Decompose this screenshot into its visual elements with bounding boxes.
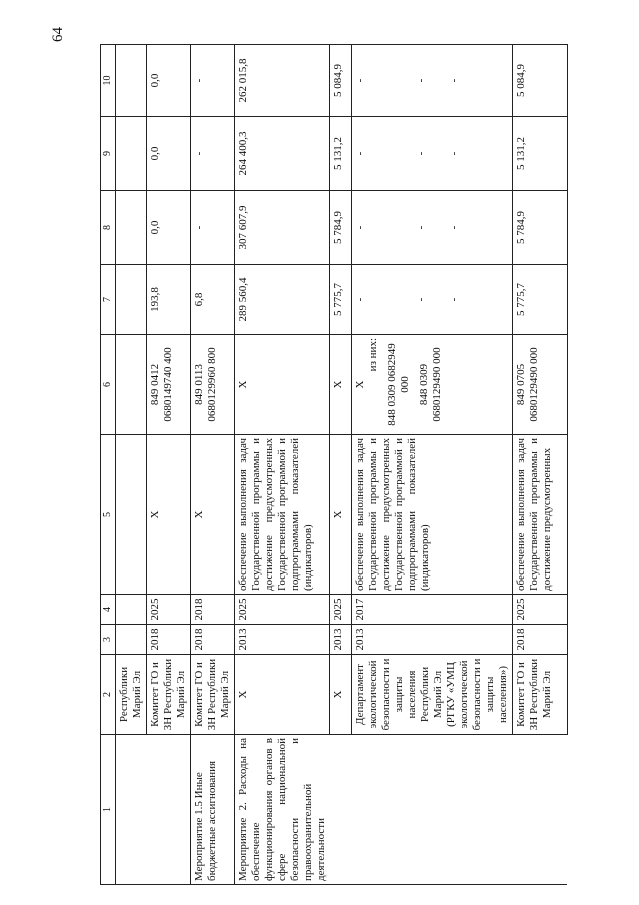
row-label-cell <box>115 735 146 885</box>
budget-code-cell <box>115 335 146 435</box>
value-cell: - - - <box>352 191 513 265</box>
executor-cell: Х <box>330 655 352 735</box>
table-row <box>330 45 352 885</box>
executor-cell: Комитет ГО и ЗН Республики Марий Эл <box>512 655 567 735</box>
result-cell: обеспечение выполнения задач Государственной программы и достижение предусмотренных Государственной программой и подпрограммами показателей (индикаторов) <box>352 435 513 595</box>
budget-code-cell: Х <box>234 335 329 435</box>
program-table <box>100 44 568 885</box>
result-cell: Х <box>190 435 234 595</box>
value-cell: 0,0 <box>146 45 190 117</box>
budget-code-cell: 849 0705 0680129490 000 <box>512 335 567 435</box>
budget-code-cell: Х из них: 848 0309 0682949 000 848 0309 0680129490 000 <box>352 335 513 435</box>
start-year-cell: 2018 <box>146 625 190 655</box>
table-row <box>352 45 513 885</box>
end-year-cell: 2018 <box>190 595 234 625</box>
start-year-cell: 2018 <box>190 625 234 655</box>
row-label-cell: Мероприятие 2. Расходы на обеспечение функционирования органов в сфере национальной безопасности и правоохранительной деятельности <box>234 735 329 885</box>
executor-cell: Департамент экологической безопасности и защиты населения Республики Марий Эл (РГКУ «УМЦ экологической безопасности и защиты населения») <box>352 655 513 735</box>
value-cell: 6,8 <box>190 265 234 335</box>
value-cell: 5 084,9 <box>330 45 352 117</box>
table-row <box>512 45 567 885</box>
result-cell: Х <box>330 435 352 595</box>
start-year-cell: 2013 <box>234 625 329 655</box>
page-number: 64 <box>50 27 66 42</box>
end-year-cell: 2025 <box>330 595 352 625</box>
header-cell: 2 <box>101 655 116 735</box>
value-cell: - <box>190 45 234 117</box>
start-year-cell: 2013 <box>352 625 513 655</box>
value-cell: 5 784,9 <box>330 191 352 265</box>
value-cell <box>115 265 146 335</box>
value-cell <box>115 191 146 265</box>
header-cell: 3 <box>101 625 116 655</box>
result-cell: обеспечение выполнения задач Государственной программы и достижение предусмотренных <box>512 435 567 595</box>
value-cell: 193,8 <box>146 265 190 335</box>
row-label-cell <box>146 735 190 885</box>
header-cell: 9 <box>101 117 116 191</box>
header-row <box>101 45 116 885</box>
value-cell: - <box>190 117 234 191</box>
start-year-cell <box>115 625 146 655</box>
value-cell: 5 784,9 <box>512 191 567 265</box>
value-cell: - - - <box>352 45 513 117</box>
result-cell <box>115 435 146 595</box>
header-cell: 1 <box>101 735 116 885</box>
rotated-table-wrapper <box>100 45 620 885</box>
header-cell: 10 <box>101 45 116 117</box>
header-cell: 4 <box>101 595 116 625</box>
end-year-cell <box>115 595 146 625</box>
row-label-cell <box>330 735 352 885</box>
value-cell: - - - <box>352 265 513 335</box>
end-year-cell: 2025 <box>234 595 329 625</box>
executor-cell: Республики Марий Эл <box>115 655 146 735</box>
value-cell: 5 131,2 <box>330 117 352 191</box>
end-year-cell: 2025 <box>146 595 190 625</box>
header-cell: 6 <box>101 335 116 435</box>
executor-cell: Комитет ГО и ЗН Республики Марий Эл <box>146 655 190 735</box>
value-cell: - - - <box>352 117 513 191</box>
value-cell: 5 775,7 <box>330 265 352 335</box>
table-row <box>234 45 329 885</box>
value-cell: 307 607,9 <box>234 191 329 265</box>
budget-code-cell: Х <box>330 335 352 435</box>
value-cell: - <box>190 191 234 265</box>
budget-code-cell: 849 0412 0680149740 400 <box>146 335 190 435</box>
end-year-cell: 2025 <box>512 595 567 625</box>
value-cell <box>115 117 146 191</box>
value-cell: 5 084,9 <box>512 45 567 117</box>
value-cell: 5 775,7 <box>512 265 567 335</box>
row-label-cell <box>352 735 513 885</box>
value-cell: 289 560,4 <box>234 265 329 335</box>
value-cell: 5 131,2 <box>512 117 567 191</box>
table-row <box>115 45 146 885</box>
budget-code-cell: 849 0113 0680129960 800 <box>190 335 234 435</box>
header-cell: 5 <box>101 435 116 595</box>
executor-cell: Комитет ГО и ЗН Республики Марий Эл <box>190 655 234 735</box>
result-cell: Х <box>146 435 190 595</box>
value-cell: 0,0 <box>146 117 190 191</box>
value-cell <box>115 45 146 117</box>
table-row <box>146 45 190 885</box>
row-label-cell: Мероприятие 1.5 Иные бюджетные ассигнования <box>190 735 234 885</box>
start-year-cell: 2018 <box>512 625 567 655</box>
value-cell: 264 400,3 <box>234 117 329 191</box>
header-cell: 8 <box>101 191 116 265</box>
header-cell: 7 <box>101 265 116 335</box>
table-row <box>190 45 234 885</box>
row-label-cell <box>512 735 567 885</box>
start-year-cell: 2013 <box>330 625 352 655</box>
result-cell: обеспечение выполнения задач Государственной программы и достижение предусмотренных Государственной программой и подпрограммами показателей (индикаторов) <box>234 435 329 595</box>
value-cell: 262 015,8 <box>234 45 329 117</box>
value-cell: 0,0 <box>146 191 190 265</box>
executor-cell: Х <box>234 655 329 735</box>
end-year-cell: 2017 <box>352 595 513 625</box>
